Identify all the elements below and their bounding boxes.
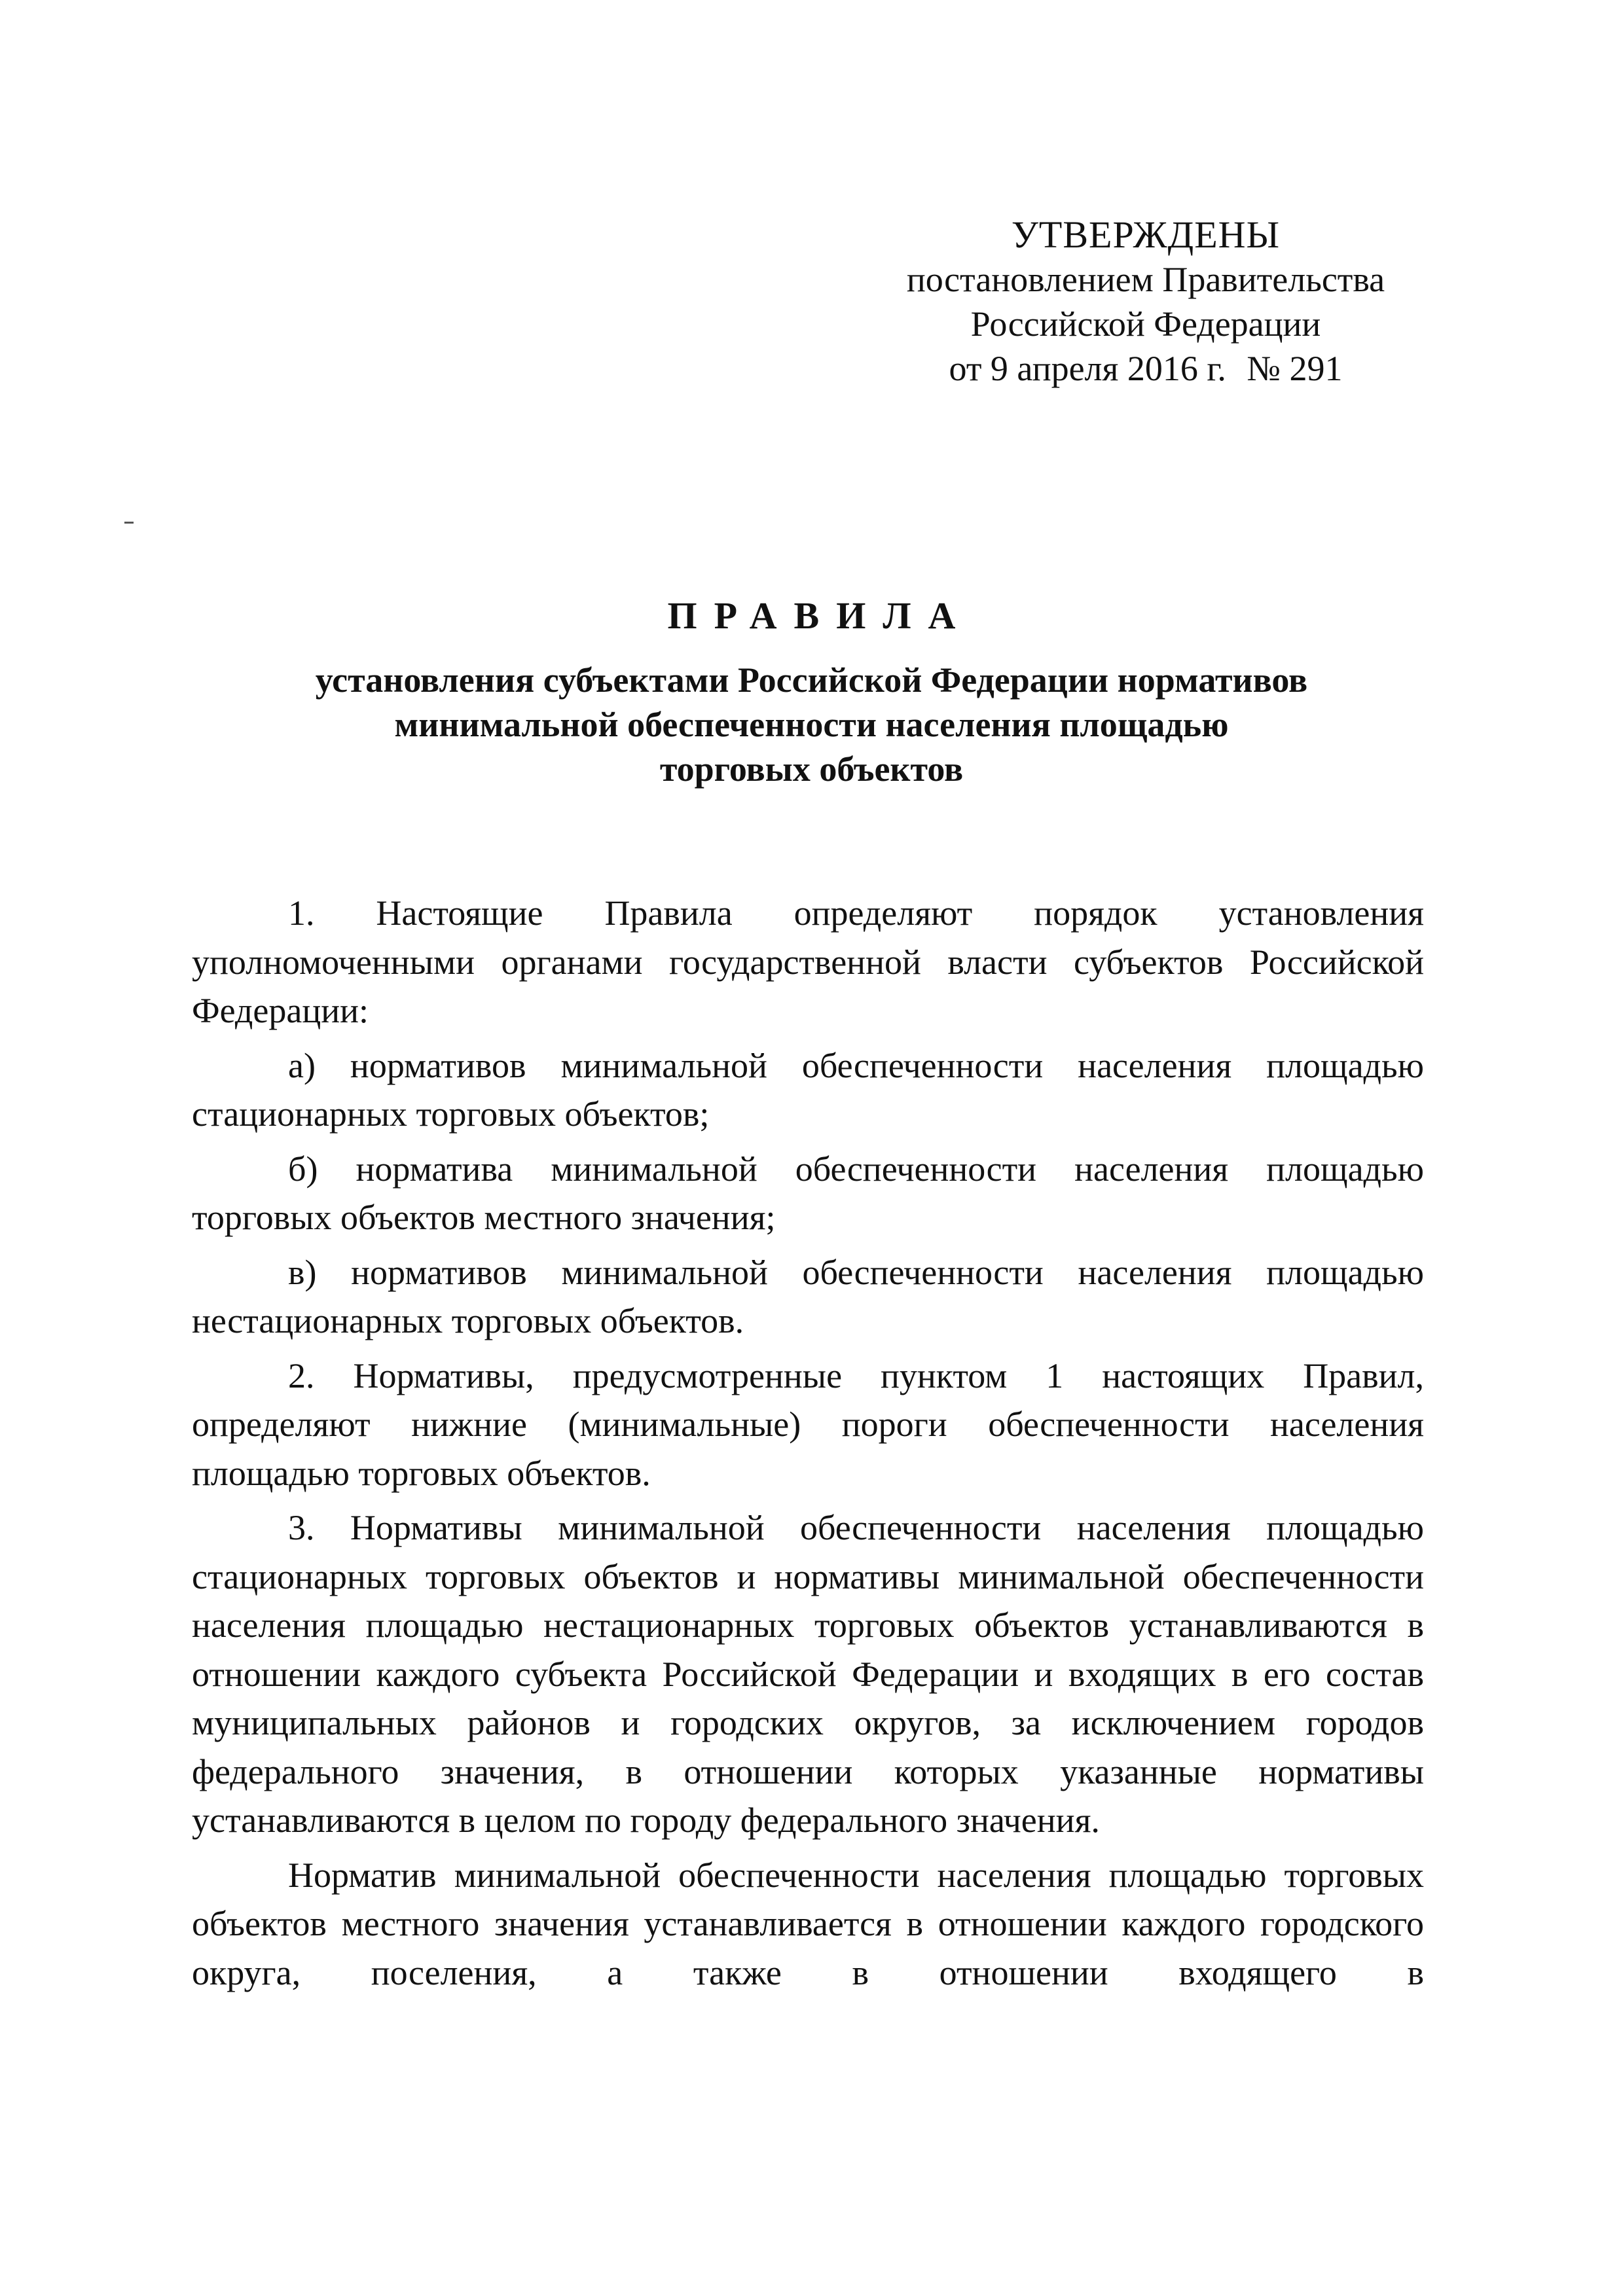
rules-subtitle <box>0 658 1623 791</box>
document-title <box>0 592 1623 791</box>
paragraph-1a: а) нормативов минимальной обеспеченности населения площадью стационарных торговых объектов; <box>192 1045 1424 1134</box>
paragraph-1b: б) норматива минимальной обеспеченности населения площадью торговых объектов местного значения; <box>192 1149 1424 1237</box>
approval-line-3 <box>851 346 1440 391</box>
subtitle-line-3: торговых объектов <box>659 749 964 789</box>
subtitle-line-1: установления субъектами Российской Федерации нормативов <box>315 660 1308 700</box>
approval-number-label: № <box>1247 349 1281 388</box>
approval-stamp-block <box>851 213 1440 391</box>
paragraph-3-continued: Норматив минимальной обеспеченности населения площадью торговых объектов местного значения устанавливается в отношении каждого городского округа, поселения, а также в отношении входящего в <box>192 1855 1424 1992</box>
approval-number-value: 291 <box>1289 349 1343 388</box>
document-body <box>192 889 1424 2003</box>
subtitle-line-2: минимальной обеспеченности населения площадью <box>394 705 1229 744</box>
approval-date: от 9 апреля 2016 г. <box>949 349 1226 388</box>
approval-line-2: Российской Федерации <box>970 304 1321 344</box>
rules-heading: ПРАВИЛА <box>667 594 973 637</box>
paragraph-1: 1. Настоящие Правила определяют порядок установления уполномоченными органами государственной власти субъектов Российской Федерации: <box>192 893 1424 1030</box>
paragraph-3: 3. Нормативы минимальной обеспеченности населения площадью стационарных торговых объектов и нормативы минимальной обеспеченности населения площадью нестационарных торговых объектов устанавливаются в отношении каждого субъекта Российской Федерации и входящих в его состав муниципальных районов и городских округов, за исключением городов федерального значения, в отношении которых указанные нормативы устанавливаются в целом по городу федерального значения. <box>192 1508 1424 1840</box>
paragraph-2: 2. Нормативы, предусмотренные пунктом 1 настоящих Правил, определяют нижние (минимальные) пороги обеспеченности населения площадью торговых объектов. <box>192 1355 1424 1493</box>
approval-line-1: постановлением Правительства <box>906 260 1385 299</box>
approved-label: УТВЕРЖДЕНЫ <box>1011 213 1281 256</box>
scan-artifact <box>124 522 134 524</box>
paragraph-1c: в) нормативов минимальной обеспеченности населения площадью нестационарных торговых объектов. <box>192 1252 1424 1340</box>
